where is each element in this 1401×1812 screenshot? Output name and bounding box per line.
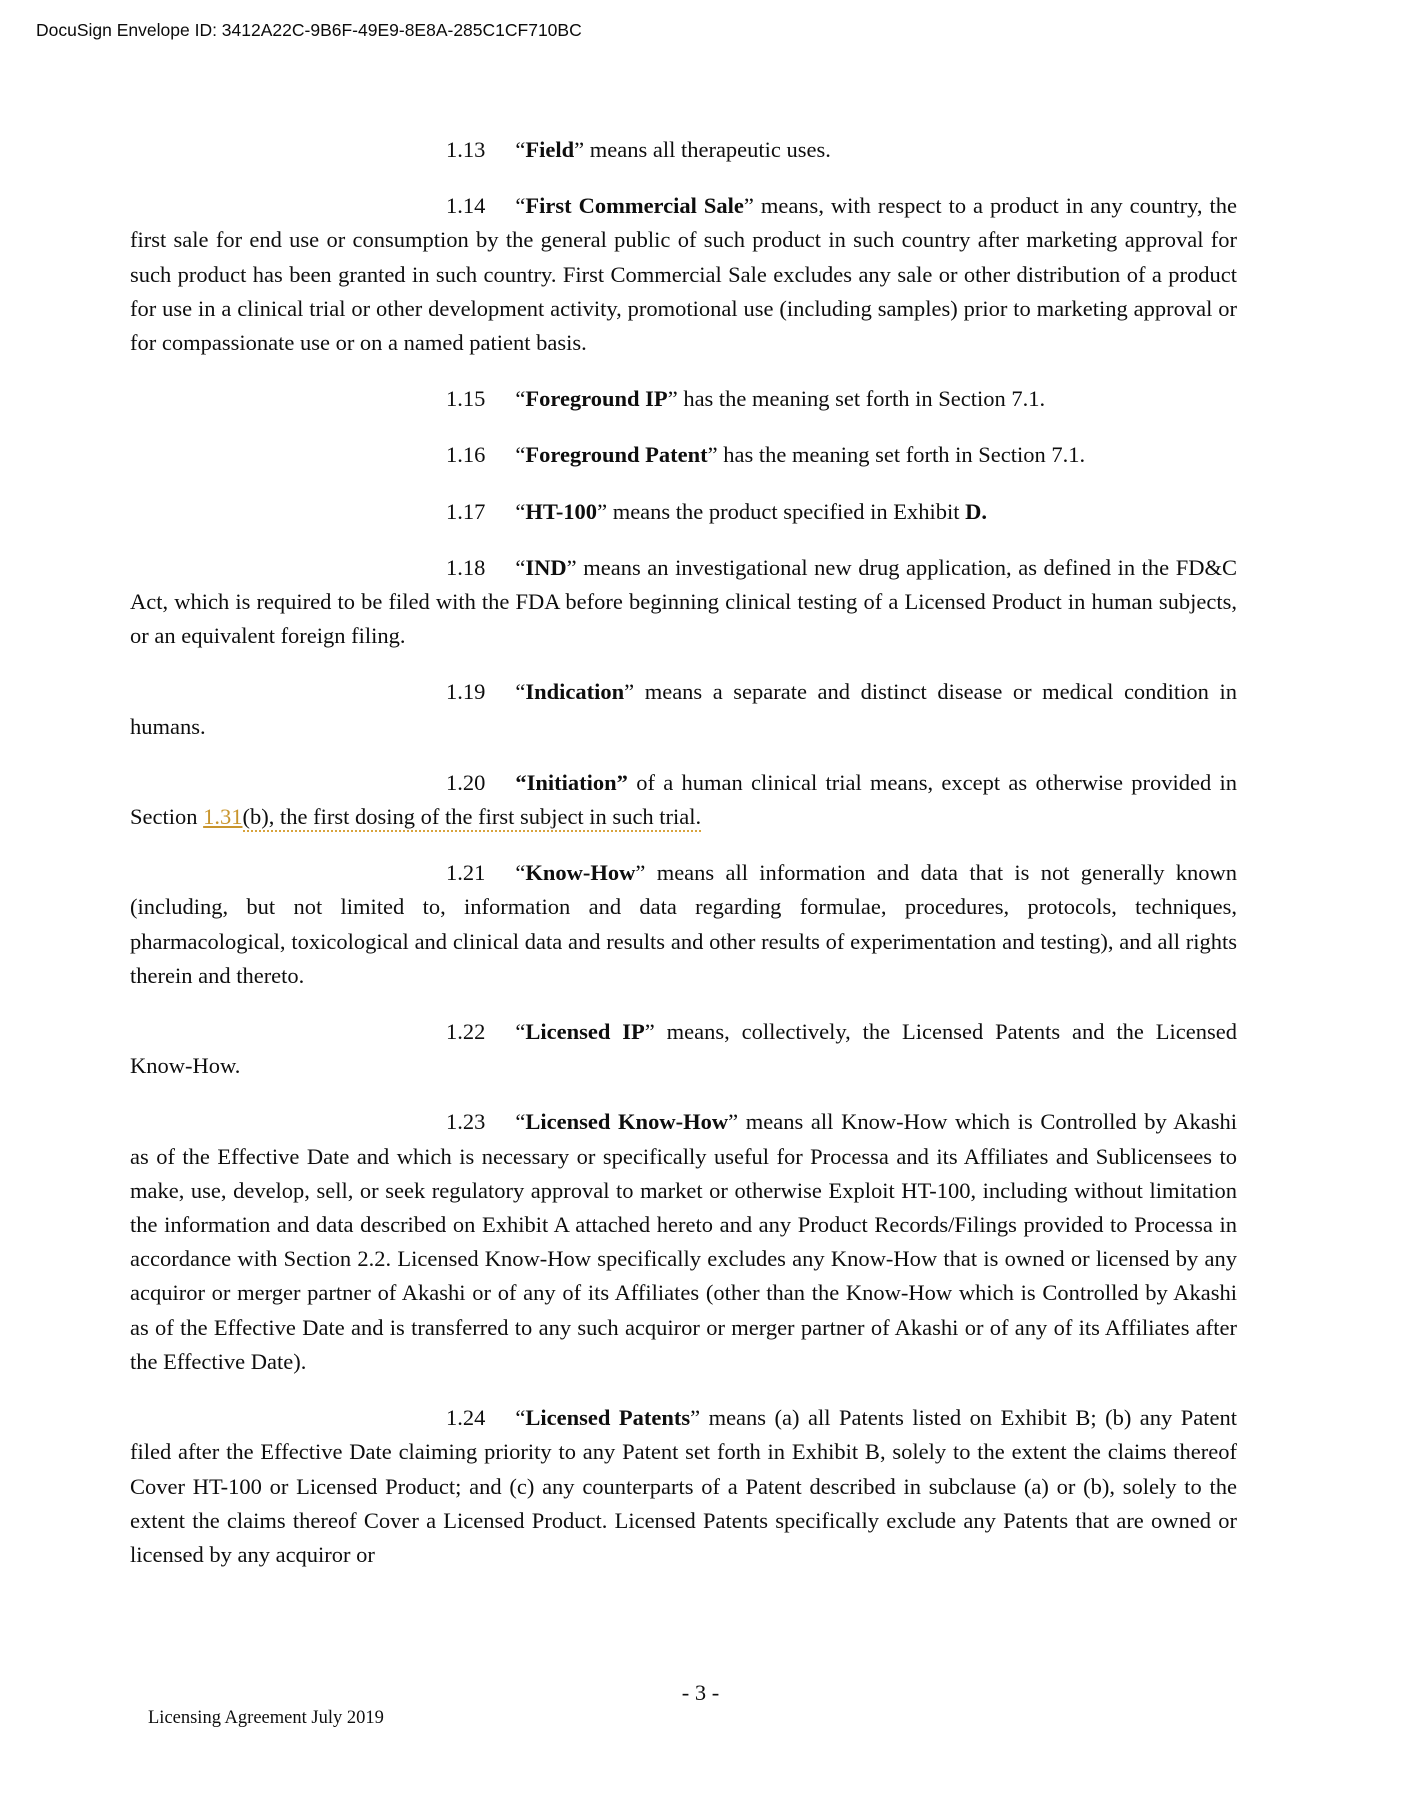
close-quote: ” <box>728 1109 739 1135</box>
cross-reference-link-1-31[interactable]: 1.31 <box>203 804 243 830</box>
section-text: means all therapeutic uses. <box>584 137 831 162</box>
section-1-18 <box>130 551 1237 654</box>
close-quote: ” <box>743 193 754 219</box>
defined-term: “Initiation” <box>515 769 628 795</box>
section-1-15 <box>130 382 1237 416</box>
section-1-16 <box>130 438 1237 472</box>
close-quote: ” <box>707 442 718 468</box>
section-1-22 <box>130 1015 1237 1083</box>
open-quote: “ <box>515 193 526 219</box>
open-quote: “ <box>515 1019 526 1045</box>
page-number: - 3 - <box>681 1680 720 1705</box>
exhibit-reference: D. <box>965 498 987 524</box>
section-number: 1.18 <box>446 554 486 580</box>
close-quote: ” <box>597 498 608 524</box>
open-quote: “ <box>515 860 526 886</box>
open-quote: “ <box>515 1109 526 1135</box>
section-number: 1.20 <box>446 769 486 795</box>
close-quote: ” <box>644 1019 655 1045</box>
defined-term: Licensed Patents <box>525 1405 691 1431</box>
section-number: 1.22 <box>446 1019 486 1045</box>
defined-term: Foreground Patent <box>525 442 708 468</box>
defined-term: HT-100 <box>525 498 598 524</box>
section-number: 1.13 <box>446 137 486 162</box>
defined-term: First Commercial Sale <box>525 193 744 219</box>
section-text: means (a) all Patents listed on Exhibit B; (b) any Patent filed after the Effective Date claiming priority to any Patent set forth in Exhibit B, solely to the extent the claims thereof Cover HT-100 or Licensed Product; and (c) any counterparts of a Patent described in subclause (a) or (b), solely to the extent the claims thereof Cover a Licensed Product. Licensed Patents specifically exclude any Patents that are owned or licensed by any acquiror or <box>130 1405 1237 1567</box>
section-text: means, with respect to a product in any country, the first sale for end use or consumption by the general public of such product in such country after marketing approval for such product has been granted in such country. First Commercial Sale excludes any sale or other distribution of a product for use in a clinical trial or other development activity, promotional use (including samples) prior to marketing approval or for compassionate use or on a named patient basis. <box>130 193 1238 356</box>
close-quote: ” <box>566 554 577 580</box>
defined-term: Field <box>525 137 575 162</box>
section-text: means the product specified in Exhibit <box>607 498 966 524</box>
section-1-14 <box>130 189 1237 360</box>
section-number: 1.21 <box>446 860 486 886</box>
open-quote: “ <box>515 1405 526 1431</box>
open-quote: “ <box>515 386 526 412</box>
close-quote: ” <box>635 860 646 886</box>
defined-term: Know-How <box>525 860 636 886</box>
section-text-annotated: (b), the first dosing of the first subject in such trial. <box>243 804 702 832</box>
footer-document-title: Licensing Agreement July 2019 <box>148 1708 384 1728</box>
open-quote: “ <box>515 679 526 705</box>
section-text: means all Know-How which is Controlled by Akashi as of the Effective Date and which is necessary or specifically useful for Processa and its Affiliates and Sublicensees to make, use, develop, sell, or seek regulatory approval to market or otherwise Exploit HT-100, including without limitation the information and data described on Exhibit A attached hereto and any Product Records/Filings provided to Processa in accordance with Section 2.2. Licensed Know-How specifically excludes any Know-How that is owned or licensed by any acquiror or merger partner of Akashi or of any of its Affiliates (other than the Know-How which is Controlled by Akashi as of the Effective Date and is transferred to any such acquiror or merger partner of Akashi or of any of its Affiliates after the Effective Date). <box>130 1109 1237 1374</box>
section-text: means, collectively, the Licensed Patents and the Licensed Know-How. <box>130 1019 1237 1079</box>
open-quote: “ <box>515 137 526 162</box>
defined-term: Licensed IP <box>525 1019 645 1045</box>
section-number: 1.15 <box>446 386 486 412</box>
section-text: has the meaning set forth in Section 7.1. <box>717 442 1086 468</box>
defined-term: IND <box>525 554 567 580</box>
close-quote: ” <box>690 1405 701 1431</box>
section-1-24 <box>130 1401 1237 1572</box>
open-quote: “ <box>515 554 526 580</box>
section-number: 1.24 <box>446 1405 486 1431</box>
section-1-13 <box>130 133 1237 167</box>
section-number: 1.17 <box>446 498 486 524</box>
open-quote: “ <box>515 442 526 468</box>
section-1-21 <box>130 856 1237 993</box>
section-1-17 <box>130 495 1237 529</box>
open-quote: “ <box>515 498 526 524</box>
section-text: means an investigational new drug application, as defined in the FD&C Act, which is required to be filed with the FDA before beginning clinical testing of a Licensed Product in human subjects, or an equivalent foreign filing. <box>130 554 1237 649</box>
document-body <box>130 133 1237 1572</box>
section-1-23 <box>130 1105 1237 1379</box>
section-1-20 <box>130 766 1237 834</box>
defined-term: Indication <box>525 679 625 705</box>
section-1-19 <box>130 675 1237 743</box>
close-quote: ” <box>624 679 635 705</box>
defined-term: Licensed Know-How <box>525 1109 729 1135</box>
close-quote: ” <box>574 137 585 162</box>
section-number: 1.19 <box>446 679 486 705</box>
close-quote: ” <box>667 386 678 412</box>
defined-term: Foreground IP <box>525 386 668 412</box>
docusign-envelope-id: DocuSign Envelope ID: 3412A22C-9B6F-49E9-8E8A-285C1CF710BC <box>36 20 582 40</box>
section-text: of a human clinical trial means, except as otherwise provided in Section <box>130 769 1237 830</box>
section-number: 1.16 <box>446 442 486 468</box>
section-text: means a separate and distinct disease or medical condition in humans. <box>130 679 1237 739</box>
section-text: has the meaning set forth in Section 7.1. <box>677 386 1046 412</box>
section-number: 1.14 <box>446 193 486 219</box>
section-number: 1.23 <box>446 1109 486 1135</box>
section-text: means all information and data that is not generally known (including, but not limited to, information and data regarding formulae, procedures, protocols, techniques, pharmacological, toxicological and clinical data and results and other results of experimentation and testing), and all rights therein and thereto. <box>130 860 1237 988</box>
